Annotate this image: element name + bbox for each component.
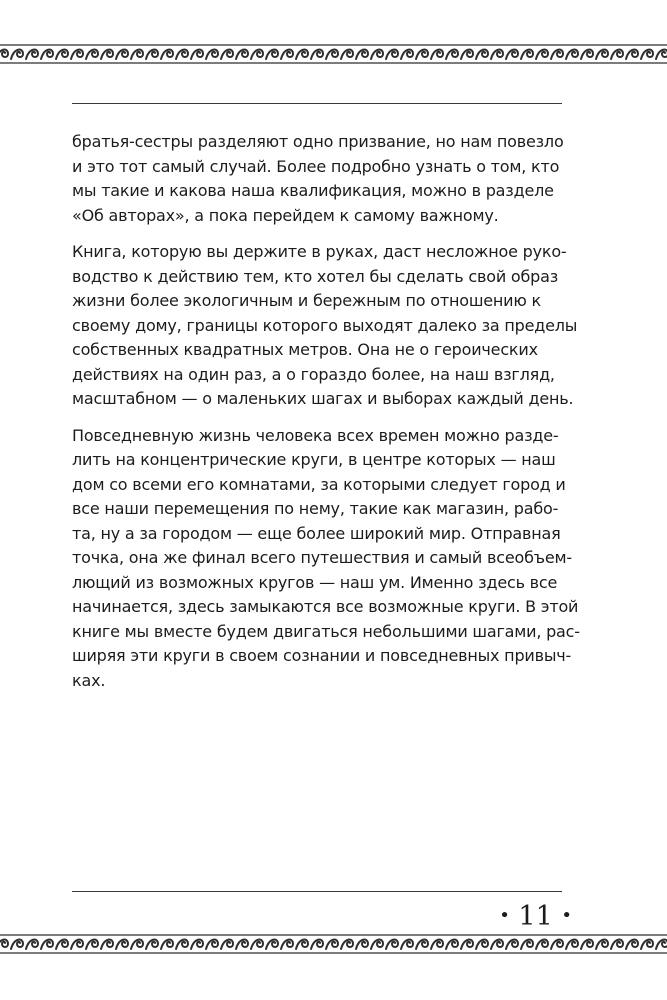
- header-rule: [72, 103, 562, 104]
- bottom-ornamental-border: [0, 932, 667, 956]
- text-line: братья-сестры разделяют одно призвание, но нам повезло: [72, 132, 564, 151]
- footer-rule: [72, 891, 562, 892]
- text-line: «Об авторах», а пока перейдем к самому важному.: [72, 205, 499, 225]
- wave-scroll-border-icon: [0, 42, 667, 66]
- text-line: Повседневную жизнь человека всех времен можно разде-: [72, 425, 559, 445]
- text-line: дом со всеми его комнатами, за которыми следует город и: [72, 474, 566, 494]
- text-line: ширяя эти круги в своем сознании и повседневных привыч-: [72, 646, 572, 665]
- text-line: мы такие и какова наша квалификация, можно в разделе: [72, 181, 554, 200]
- text-line: водство к действию тем, кто хотел бы сделать свой образ: [72, 266, 559, 286]
- folio-bullet-right: •: [561, 905, 572, 926]
- text-line: начинается, здесь замыкаются все возможные круги. В этой: [72, 597, 579, 616]
- paragraph-1: [72, 130, 572, 228]
- text-line: точка, она же финал всего путешествия и самый всеобъем-: [72, 548, 572, 567]
- top-ornamental-border: [0, 42, 667, 66]
- text-line: своему дому, границы которого выходят далеко за пределы: [72, 315, 578, 335]
- text-line: лить на концентрические круги, в центре которых — наш: [72, 450, 556, 469]
- text-line: лющий из возможных кругов — наш ум. Именно здесь все: [72, 572, 558, 592]
- body-text: [72, 130, 580, 705]
- text-line: жизни более экологичным и бережным по отношению к: [72, 291, 541, 310]
- text-line: ках.: [72, 670, 106, 690]
- paragraph-3: [72, 424, 580, 694]
- page-number-value: 11: [518, 901, 553, 932]
- text-line: и это тот самый случай. Более подробно узнать о том, кто: [72, 156, 560, 176]
- text-line: собственных квадратных метров. Она не о героических: [72, 340, 538, 359]
- paragraph-2: [72, 240, 578, 412]
- text-line: Книга, которую вы держите в руках, даст несложное руко-: [72, 242, 567, 261]
- page-number: [499, 899, 572, 934]
- text-line: действиях на один раз, а о гораздо более, на наш взгляд,: [72, 364, 555, 384]
- text-line: книге мы вместе будем двигаться небольшими шагами, рас-: [72, 621, 580, 641]
- text-line: масштабном — о маленьких шагах и выборах каждый день.: [72, 389, 574, 408]
- text-line: все наши перемещения по нему, такие как магазин, рабо-: [72, 499, 559, 518]
- text-line: та, ну а за городом — еще более широкий мир. Отправная: [72, 523, 561, 543]
- folio-bullet-left: •: [499, 905, 510, 926]
- wave-scroll-border-icon: [0, 932, 667, 956]
